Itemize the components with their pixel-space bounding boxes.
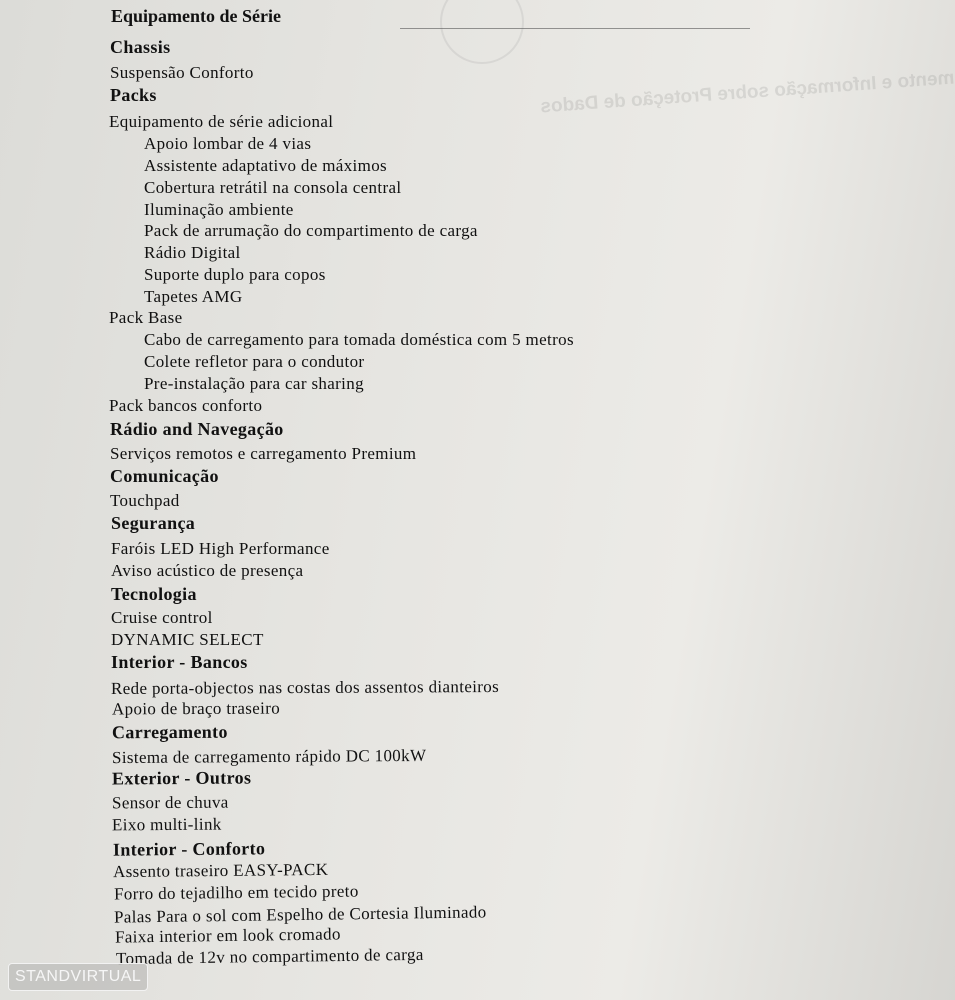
list-item: Palas Para o sol com Espelho de Cortesia Iluminado xyxy=(113,902,487,927)
list-item: Pack Base xyxy=(109,308,183,327)
sub-item: Cobertura retrátil na consola central xyxy=(144,178,402,197)
list-item: Tomada de 12v no compartimento de carga xyxy=(115,944,424,969)
list-item: Assento traseiro EASY-PACK xyxy=(112,859,329,882)
list-item: Apoio de braço traseiro xyxy=(111,698,281,719)
section-heading: Tecnologia xyxy=(111,584,197,604)
title-rule xyxy=(400,28,750,29)
sub-item: Rádio Digital xyxy=(144,243,241,262)
sub-item: Pre-instalação para car sharing xyxy=(144,374,364,393)
sub-item: Suporte duplo para copos xyxy=(144,265,326,284)
document-title: Equipamento de Série xyxy=(111,6,282,26)
list-item: Faróis LED High Performance xyxy=(111,539,330,558)
list-item: Pack bancos conforto xyxy=(109,396,263,415)
list-item: Faixa interior em look cromado xyxy=(114,924,341,947)
sub-item: Pack de arrumação do compartimento de carga xyxy=(144,221,478,240)
list-item: Aviso acústico de presença xyxy=(111,561,304,580)
sub-item: Tapetes AMG xyxy=(144,287,243,306)
section-heading: Rádio and Navegação xyxy=(110,419,284,439)
list-item: Touchpad xyxy=(110,491,180,510)
section-heading: Segurança xyxy=(111,513,196,533)
section-heading: Comunicação xyxy=(110,466,219,486)
sub-item: Cabo de carregamento para tomada doméstica com 5 metros xyxy=(144,330,574,349)
section-heading: Interior - Bancos xyxy=(111,652,248,672)
sub-item: Assistente adaptativo de máximos xyxy=(144,156,388,175)
list-item: Equipamento de série adicional xyxy=(109,112,334,131)
list-item: Sensor de chuva xyxy=(111,792,229,813)
bleed-through-seal xyxy=(440,0,524,64)
list-item: Rede porta-objectos nas costas dos assentos dianteiros xyxy=(110,676,500,699)
sub-item: Apoio lombar de 4 vias xyxy=(144,134,312,153)
bleed-through-heading: mento e Informação sobre Proteção de Dados xyxy=(539,67,955,118)
section-heading: Carregamento xyxy=(111,721,228,743)
list-item: Suspensão Conforto xyxy=(110,63,254,82)
section-heading: Exterior - Outros xyxy=(111,767,252,789)
list-item: Forro do tejadilho em tecido preto xyxy=(113,881,359,904)
standvirtual-watermark: STANDVIRTUAL xyxy=(8,963,148,991)
list-item: DYNAMIC SELECT xyxy=(111,630,264,649)
section-heading: Packs xyxy=(110,85,157,105)
list-item: Cruise control xyxy=(111,608,213,627)
section-heading: Chassis xyxy=(110,37,171,57)
list-item: Eixo multi-link xyxy=(111,814,222,835)
list-item: Sistema de carregamento rápido DC 100kW xyxy=(111,745,427,768)
list-item: Serviços remotos e carregamento Premium xyxy=(110,444,417,463)
sub-item: Colete refletor para o condutor xyxy=(144,352,365,371)
section-heading: Interior - Conforto xyxy=(112,838,266,860)
sub-item: Iluminação ambiente xyxy=(144,200,294,219)
